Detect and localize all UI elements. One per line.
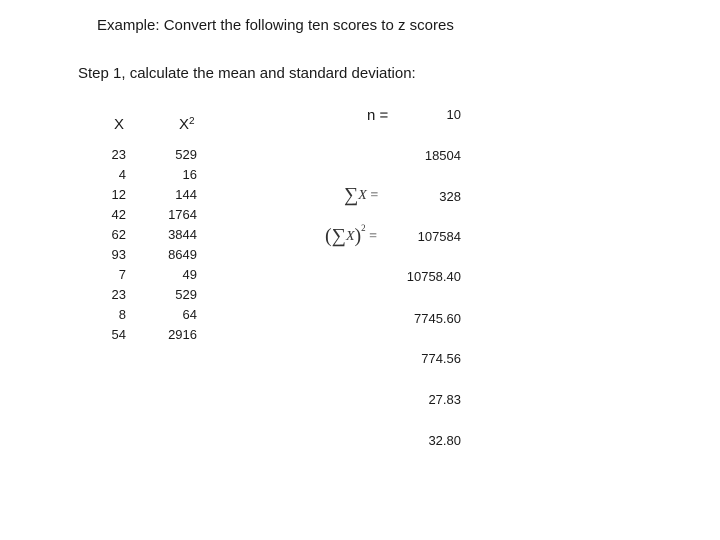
x-value: 8 (118, 307, 126, 322)
sum-x-value: 328 (439, 189, 461, 204)
x-squared-value: 529 (175, 147, 197, 162)
x-value: 54 (111, 327, 126, 342)
x-value: 4 (118, 167, 126, 182)
square-of-sum-value: 107584 (417, 229, 461, 244)
computed-value: 7745.60 (414, 311, 461, 326)
x-squared-value: 144 (175, 187, 197, 202)
x-squared-value: 64 (182, 307, 197, 322)
x-squared-value: 1764 (168, 207, 197, 222)
column-header-x: X (114, 116, 125, 133)
x-value: 7 (118, 267, 126, 282)
x-value: 62 (111, 227, 126, 242)
computed-value: 774.56 (421, 351, 461, 366)
column-header-x-squared: $X^2$ (179, 116, 195, 133)
x-value: 23 (111, 287, 126, 302)
x-value: 12 (111, 187, 126, 202)
x-value: 93 (111, 247, 126, 262)
x-value: 42 (111, 207, 126, 222)
x-squared-value: 49 (182, 267, 197, 282)
x-squared-value: 529 (175, 287, 197, 302)
n-label: n = (367, 107, 389, 124)
x-squared-value: 8649 (168, 247, 197, 262)
x-squared-value: 2916 (168, 327, 197, 342)
step-1-heading: Step 1, calculate the mean and standard deviation: (78, 65, 416, 82)
computed-value: 10758.40 (406, 269, 461, 284)
computed-value: 27.83 (428, 392, 461, 407)
x-squared-value: 3844 (168, 227, 197, 242)
computed-value: 32.80 (428, 433, 461, 448)
sum-x-squared-value: 18504 (424, 148, 461, 163)
n-value: 10 (446, 107, 461, 122)
x-squared-value: 16 (182, 167, 197, 182)
x-value: 23 (111, 147, 126, 162)
example-title: Example: Convert the following ten scores to z scores (97, 17, 454, 34)
sum-x-squared-formula: $(\sum X)^2$ = (325, 223, 378, 247)
sum-x-formula: ∑X = (344, 184, 379, 206)
